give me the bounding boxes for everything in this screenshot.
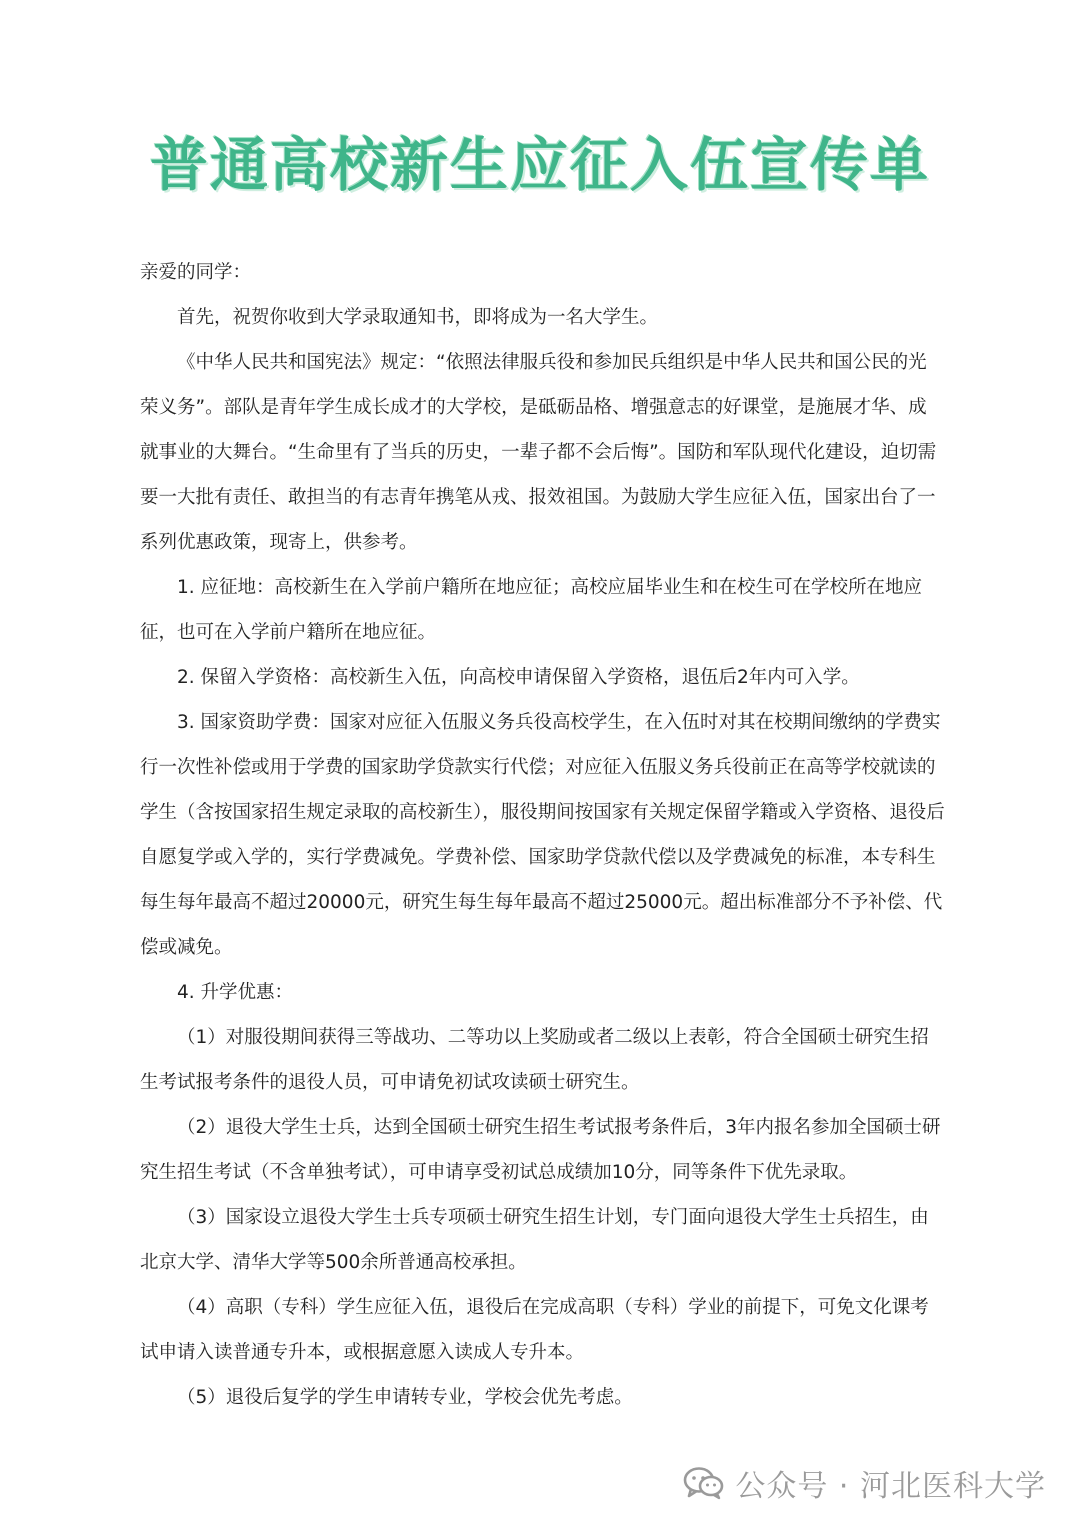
paragraph-retain-admission: 2. 保留入学资格：高校新生入伍，向高校申请保留入学资格，退伍后2年内可入学。 <box>177 667 860 688</box>
paragraph-benefit-5: （5）退役后复学的学生申请转专业，学校会优先考虑。 <box>177 1387 633 1408</box>
paragraph-further-study-heading: 4. 升学优惠： <box>177 982 294 1003</box>
paragraph-tuition-aid: 3. 国家资助学费：国家对应征入伍服义务兵役高校学生，在入伍时对其在校期间缴纳的学费实行一次性补偿或用于学费的国家助学贷款实行代偿；对应征入伍服义务兵役前正在高等学校就读的学生（含按国家招生规定录取的高校新生），服役期间按国家有关规定保留学籍或入学资格、退役后自愿复学或入学的，实行学费减免。学费补偿、国家助学贷款代偿以及学费减免的标准，本专科生每生每年最高不超过20000元，研究生每生每年最高不超过25000元。超出标准部分不予补偿、代偿或减免。 <box>140 712 945 958</box>
paragraph-constitution: 《中华人民共和国宪法》规定：“依照法律服兵役和参加民兵组织是中华人民共和国公民的光荣义务”。部队是青年学生成长成才的大学校，是砥砺品格、增强意志的好课堂，是施展才华、成就事业的大舞台。“生命里有了当兵的历史，一辈子都不会后悔”。国防和军队现代化建设，迫切需要一大批有责任、敢担当的有志青年携笔从戎、报效祖国。为鼓励大学生应征入伍，国家出台了一系列优惠政策，现寄上，供参考。 <box>140 352 937 553</box>
paragraph-benefit-2: （2）退役大学生士兵，达到全国硕士研究生招生考试报考条件后，3年内报名参加全国硕士研究生招生考试（不含单独考试），可申请享受初试总成绩加10分，同等条件下优先录取。 <box>140 1117 941 1183</box>
watermark <box>683 1458 1046 1508</box>
greeting: 亲爱的同学： <box>140 262 252 283</box>
paragraph-benefit-1: （1）对服役期间获得三等战功、二等功以上奖励或者二级以上表彰，符合全国硕士研究生招生考试报考条件的退役人员，可申请免初试攻读硕士研究生。 <box>140 1027 929 1093</box>
paragraph-benefit-3: （3）国家设立退役大学生士兵专项硕士研究生招生计划，专门面向退役大学生士兵招生，由北京大学、清华大学等500余所普通高校承担。 <box>140 1207 929 1273</box>
wechat-icon <box>683 1466 725 1500</box>
document-body <box>140 250 945 1420</box>
paragraph-benefit-4: （4）高职（专科）学生应征入伍，退役后在完成高职（专科）学业的前提下，可免文化课考试申请入读普通专升本，或根据意愿入读成人专升本。 <box>140 1297 929 1363</box>
paragraph-congratulations: 首先，祝贺你收到大学录取通知书，即将成为一名大学生。 <box>177 307 659 328</box>
paragraph-enlistment-location: 1. 应征地：高校新生在入学前户籍所在地应征；高校应届毕业生和在校生可在学校所在地应征，也可在入学前户籍所在地应征。 <box>140 577 923 643</box>
watermark-text: 公众号 · 河北医科大学 <box>735 1469 1046 1504</box>
page-title: 普通高校新生应征入伍宣传单 <box>149 131 930 199</box>
